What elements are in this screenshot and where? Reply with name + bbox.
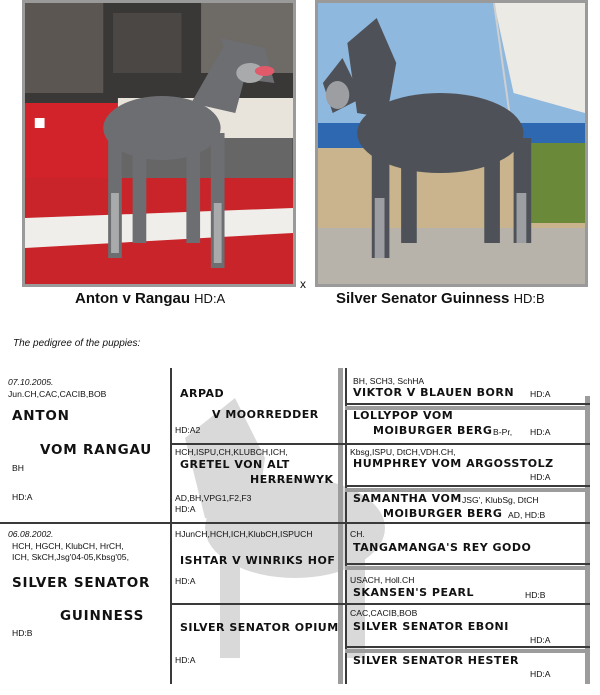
sire-father-hd: HD:A2	[175, 425, 201, 435]
divider-row7	[345, 646, 590, 648]
cross-symbol: x	[300, 277, 306, 291]
divider-row5-shade	[345, 566, 590, 570]
dam-mother-hd: HD:A	[175, 655, 196, 665]
sire-mother-titles: HCH,ISPU,CH,KLUBCH,ICH,	[175, 447, 288, 457]
dam-fm-hd: HD:B	[525, 590, 546, 600]
dam-fm-name: SKANSEN'S PEARL	[353, 586, 474, 599]
sire-mother-name-line2: HERRENWYK	[250, 473, 334, 486]
sire-bh: BH	[12, 463, 24, 473]
divider-col1	[170, 368, 172, 684]
dam-fm-titles: USACH, Holl.CH	[350, 575, 415, 585]
sire-caption	[75, 290, 225, 307]
sire-fm-name-line1: LOLLYPOP VOM	[353, 409, 454, 422]
sire-name-line2: VOM RANGAU	[40, 442, 153, 458]
sire-name-line1: ANTON	[12, 408, 70, 424]
dam-caption	[336, 290, 545, 307]
sire-caption-hd: HD:A	[194, 291, 226, 306]
divider-row1	[345, 403, 590, 405]
divider-row5	[345, 563, 590, 565]
sire-mm-titles: JSG', KlubSg, DtCH	[462, 495, 539, 505]
sire-mother-titles2: AD,BH,VPG1,F2,F3	[175, 493, 252, 503]
divider-col2	[345, 368, 347, 684]
sire-photo-image	[25, 3, 293, 284]
dam-name-line1: SILVER SENATOR	[12, 575, 151, 591]
divider-row3	[345, 485, 590, 487]
sire-mm-name-line1: SAMANTHA VOM	[353, 492, 462, 505]
divider-dam-parents	[170, 603, 345, 605]
dam-ff-name: TANGAMANGA'S REY GODO	[353, 541, 532, 554]
dam-mf-name: SILVER SENATOR EBONI	[353, 620, 509, 633]
sire-caption-name: Anton v Rangau	[75, 290, 190, 307]
sire-ff-titles: BH, SCH3, SchHA	[353, 376, 425, 386]
sire-mf-name: HUMPHREY VOM ARGOSSTOLZ	[353, 457, 554, 470]
divider-row7-shade	[345, 649, 590, 653]
dam-caption-name: Silver Senator Guinness	[336, 290, 510, 307]
pedigree-table	[0, 368, 600, 684]
sire-hd: HD:A	[12, 492, 33, 502]
dam-mm-name: SILVER SENATOR HESTER	[353, 654, 519, 667]
dam-mother-name: SILVER SENATOR OPIUM	[180, 621, 339, 634]
dam-father-hd: HD:A	[175, 576, 196, 586]
dam-photo-image	[318, 3, 585, 284]
dam-titles: HCH, HGCH, KlubCH, HrCH, ICH, SkCH,Jsg'04-05,Kbsg'05,	[12, 541, 129, 562]
dam-hd: HD:B	[12, 628, 33, 638]
sire-father-name-line2: V MOORREDDER	[212, 408, 319, 421]
divider-right-shade	[585, 396, 590, 684]
dam-mm-hd: HD:A	[530, 669, 551, 679]
dam-father-titles: HJunCH,HCH,ICH,KlubCH,ISPUCH	[175, 529, 313, 539]
dam-date: 06.08.2002.	[8, 529, 54, 539]
sire-titles: Jun.CH,CAC,CACIB,BOB	[8, 389, 107, 399]
dam-name-line2: GUINNESS	[60, 608, 145, 624]
dam-father-name: ISHTAR V WINRIKS HOF	[180, 554, 336, 567]
sire-fm-hd: HD:A	[530, 427, 551, 437]
sire-ff-hd: HD:A	[530, 389, 551, 399]
sire-mother-hd: HD:A	[175, 504, 196, 514]
divider-row2	[345, 443, 590, 445]
sire-photo	[22, 0, 296, 287]
sire-ff-name: VIKTOR V BLAUEN BORN	[353, 386, 515, 399]
dam-ff-titles: CH.	[350, 529, 365, 539]
divider-sire-parents	[170, 443, 345, 445]
divider-col2-shade	[338, 368, 343, 684]
divider-sire-dam	[0, 522, 590, 524]
dam-photo	[315, 0, 588, 287]
dam-mf-titles: CAC,CACIB,BOB	[350, 608, 418, 618]
sire-fm-extra: B-Pr,	[493, 427, 513, 437]
sire-father-name-line1: ARPAD	[180, 387, 225, 400]
sire-fm-name-line2: MOIBURGER BERG	[373, 424, 493, 437]
sire-mf-hd: HD:A	[530, 472, 551, 482]
sire-mother-name-line1: GRETEL VON ALT	[180, 458, 290, 471]
sire-mm-extra: AD, HD:B	[508, 510, 546, 520]
pedigree-title: The pedigree of the puppies:	[13, 338, 141, 349]
divider-row6	[345, 603, 590, 605]
sire-date: 07.10.2005.	[8, 377, 54, 387]
dam-caption-hd: HD:B	[513, 291, 545, 306]
dam-mf-hd: HD:A	[530, 635, 551, 645]
sire-mm-name-line2: MOIBURGER BERG	[383, 507, 503, 520]
sire-mf-titles: Kbsg,ISPU, DtCH,VDH.CH,	[350, 447, 456, 457]
